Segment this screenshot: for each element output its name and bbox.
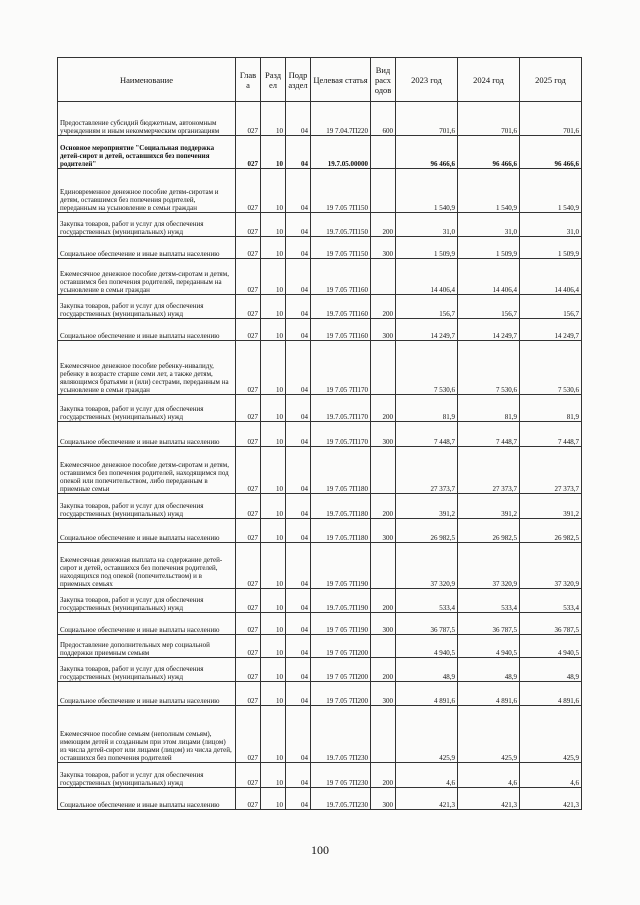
- row-razdel-cell: 10: [261, 341, 286, 395]
- row-amount-2025-cell: 14 406,4: [520, 259, 582, 295]
- row-target-article-cell: 19.7.05.7П190: [311, 589, 371, 613]
- row-amount-2023-cell: 1 540,9: [396, 169, 458, 213]
- row-expense-type-cell: 600: [371, 102, 396, 136]
- row-podrazdel-cell: 04: [286, 319, 311, 341]
- row-name-cell: Закупка товаров, работ и услуг для обеспечения государственных (муниципальных) нужд: [58, 395, 236, 422]
- table-row: [58, 259, 582, 295]
- row-name-cell: Социальное обеспечение и иные выплаты населению: [58, 237, 236, 259]
- row-amount-2023-cell: 31,0: [396, 213, 458, 237]
- row-expense-type-cell: [371, 341, 396, 395]
- row-amount-2024-cell: 36 787,5: [458, 613, 520, 635]
- row-name-cell: Предоставление дополнительных мер социальной поддержки приемным семьям: [58, 635, 236, 658]
- row-glava-cell: 027: [236, 447, 261, 494]
- row-razdel-cell: 10: [261, 447, 286, 494]
- row-amount-2025-cell: 156,7: [520, 295, 582, 319]
- row-podrazdel-cell: 04: [286, 237, 311, 259]
- row-amount-2024-cell: 4 940,5: [458, 635, 520, 658]
- row-amount-2024-cell: 27 373,7: [458, 447, 520, 494]
- row-razdel-cell: 10: [261, 635, 286, 658]
- row-target-article-cell: 19 7.05 7П160: [311, 259, 371, 295]
- header-year-2025: 2025 год: [520, 58, 582, 102]
- row-glava-cell: 027: [236, 136, 261, 169]
- row-target-article-cell: 19 7.05 7П190: [311, 543, 371, 589]
- row-expense-type-cell: 300: [371, 319, 396, 341]
- table-row: [58, 658, 582, 682]
- row-razdel-cell: 10: [261, 136, 286, 169]
- header-podrazdel: Подр аздел: [286, 58, 311, 102]
- row-razdel-cell: 10: [261, 213, 286, 237]
- row-amount-2025-cell: 1 540,9: [520, 169, 582, 213]
- table-row: [58, 447, 582, 494]
- row-glava-cell: 027: [236, 102, 261, 136]
- table-row: [58, 295, 582, 319]
- row-amount-2023-cell: 26 982,5: [396, 519, 458, 543]
- row-name-cell: Закупка товаров, работ и услуг для обеспечения государственных (муниципальных) нужд: [58, 658, 236, 682]
- row-name-cell: Единовременное денежное пособие детям-сиротам и детям, оставшимся без попечения родителей, переданным на усыновление в семьи граждан: [58, 169, 236, 213]
- row-razdel-cell: 10: [261, 395, 286, 422]
- row-razdel-cell: 10: [261, 763, 286, 788]
- row-amount-2023-cell: 7 530,6: [396, 341, 458, 395]
- row-target-article-cell: 19 7.04.7П220: [311, 102, 371, 136]
- header-expense-type: Вид расх одов: [371, 58, 396, 102]
- table-row: [58, 213, 582, 237]
- row-podrazdel-cell: 04: [286, 395, 311, 422]
- table-row: [58, 169, 582, 213]
- header-target-article: Целевая статья: [311, 58, 371, 102]
- row-glava-cell: 027: [236, 422, 261, 447]
- row-target-article-cell: 19.7.05.7П150: [311, 213, 371, 237]
- header-year-2023: 2023 год: [396, 58, 458, 102]
- row-target-article-cell: 19.7.05 7П160: [311, 295, 371, 319]
- row-amount-2023-cell: 701,6: [396, 102, 458, 136]
- row-expense-type-cell: [371, 706, 396, 763]
- row-amount-2025-cell: 26 982,5: [520, 519, 582, 543]
- row-expense-type-cell: 300: [371, 682, 396, 706]
- row-amount-2023-cell: 421,3: [396, 788, 458, 810]
- row-expense-type-cell: 200: [371, 589, 396, 613]
- row-amount-2025-cell: 36 787,5: [520, 613, 582, 635]
- row-podrazdel-cell: 04: [286, 658, 311, 682]
- row-amount-2024-cell: 31,0: [458, 213, 520, 237]
- row-name-cell: Предоставление субсидий бюджетным, автономным учреждениям и иным некоммерческим организациям: [58, 102, 236, 136]
- row-podrazdel-cell: 04: [286, 763, 311, 788]
- row-amount-2023-cell: 156,7: [396, 295, 458, 319]
- row-glava-cell: 027: [236, 237, 261, 259]
- row-amount-2024-cell: 96 466,6: [458, 136, 520, 169]
- row-podrazdel-cell: 04: [286, 494, 311, 519]
- row-amount-2025-cell: 31,0: [520, 213, 582, 237]
- row-target-article-cell: 19.7.05.7П170: [311, 395, 371, 422]
- header-name: Наименование: [58, 58, 236, 102]
- row-name-cell: Социальное обеспечение и иные выплаты населению: [58, 613, 236, 635]
- row-razdel-cell: 10: [261, 543, 286, 589]
- row-razdel-cell: 10: [261, 706, 286, 763]
- row-razdel-cell: 10: [261, 494, 286, 519]
- row-expense-type-cell: 300: [371, 613, 396, 635]
- row-name-cell: Социальное обеспечение и иные выплаты населению: [58, 422, 236, 447]
- row-target-article-cell: 19 7 05 7П200: [311, 635, 371, 658]
- row-amount-2023-cell: 4 940,5: [396, 635, 458, 658]
- row-glava-cell: 027: [236, 763, 261, 788]
- row-glava-cell: 027: [236, 682, 261, 706]
- row-amount-2023-cell: 48,9: [396, 658, 458, 682]
- row-amount-2024-cell: 81,9: [458, 395, 520, 422]
- row-target-article-cell: 19 7 05 7П190: [311, 613, 371, 635]
- row-target-article-cell: 19 7 05 7П200: [311, 658, 371, 682]
- row-name-cell: Ежемесячное пособие семьям (неполным семьям), имеющим детей и созданным при этом лицами (лицом) из числа детей-сирот или лицами (лицом) из числа детей, оставшихся без попечения родителей: [58, 706, 236, 763]
- row-amount-2024-cell: 48,9: [458, 658, 520, 682]
- row-glava-cell: 027: [236, 658, 261, 682]
- row-name-cell: Закупка товаров, работ и услуг для обеспечения государственных (муниципальных) нужд: [58, 763, 236, 788]
- row-amount-2024-cell: 1 509,9: [458, 237, 520, 259]
- row-expense-type-cell: [371, 543, 396, 589]
- row-podrazdel-cell: 04: [286, 682, 311, 706]
- table-row: [58, 395, 582, 422]
- row-expense-type-cell: [371, 635, 396, 658]
- row-glava-cell: 027: [236, 169, 261, 213]
- row-target-article-cell: 19 7.05 7П160: [311, 319, 371, 341]
- row-expense-type-cell: 200: [371, 494, 396, 519]
- row-razdel-cell: 10: [261, 422, 286, 447]
- table-row: [58, 519, 582, 543]
- row-amount-2025-cell: 425,9: [520, 706, 582, 763]
- row-amount-2023-cell: 37 320,9: [396, 543, 458, 589]
- row-podrazdel-cell: 04: [286, 422, 311, 447]
- row-name-cell: Ежемесячное денежное пособие детям-сиротам и детям, оставшимся без попечения родителей, находящимся под опекой или попечительством, либо переданным в приемные семьи: [58, 447, 236, 494]
- row-podrazdel-cell: 04: [286, 213, 311, 237]
- row-amount-2023-cell: 96 466,6: [396, 136, 458, 169]
- row-amount-2023-cell: 4,6: [396, 763, 458, 788]
- row-glava-cell: 027: [236, 635, 261, 658]
- row-amount-2025-cell: 7 448,7: [520, 422, 582, 447]
- row-target-article-cell: 19.7.05 7П230: [311, 706, 371, 763]
- table-row: [58, 494, 582, 519]
- row-amount-2024-cell: 391,2: [458, 494, 520, 519]
- row-expense-type-cell: 300: [371, 422, 396, 447]
- row-glava-cell: 027: [236, 259, 261, 295]
- row-razdel-cell: 10: [261, 788, 286, 810]
- row-amount-2023-cell: 533,4: [396, 589, 458, 613]
- table-row: [58, 543, 582, 589]
- row-target-article-cell: 19 7.05.7П180: [311, 519, 371, 543]
- row-expense-type-cell: 300: [371, 788, 396, 810]
- row-target-article-cell: 19 7.05 7П150: [311, 169, 371, 213]
- row-podrazdel-cell: 04: [286, 341, 311, 395]
- table-row: [58, 102, 582, 136]
- row-amount-2025-cell: 533,4: [520, 589, 582, 613]
- row-glava-cell: 027: [236, 543, 261, 589]
- row-name-cell: Закупка товаров, работ и услуг для обеспечения государственных (муниципальных) нужд: [58, 295, 236, 319]
- row-podrazdel-cell: 04: [286, 447, 311, 494]
- row-podrazdel-cell: 04: [286, 613, 311, 635]
- table-row: [58, 763, 582, 788]
- row-razdel-cell: 10: [261, 658, 286, 682]
- row-name-cell: Ежемесячная денежная выплата на содержание детей-сирот и детей, оставшихся без попечения родителей, находящихся под опекой (попечительством) и в приемных семьях: [58, 543, 236, 589]
- row-amount-2023-cell: 14 406,4: [396, 259, 458, 295]
- table-row: [58, 706, 582, 763]
- row-razdel-cell: 10: [261, 237, 286, 259]
- row-glava-cell: 027: [236, 494, 261, 519]
- table-row: [58, 682, 582, 706]
- row-razdel-cell: 10: [261, 295, 286, 319]
- row-name-cell: Ежемесячное денежное пособие ребенку-инвалиду, ребенку в возрасте старше семи лет, а также детям, являющимся братьями и (или) сестрами, переданным на усыновление в семьи граждан: [58, 341, 236, 395]
- row-glava-cell: 027: [236, 519, 261, 543]
- row-expense-type-cell: 200: [371, 295, 396, 319]
- row-target-article-cell: 19.7.05.7П180: [311, 494, 371, 519]
- table-row: [58, 788, 582, 810]
- row-razdel-cell: 10: [261, 319, 286, 341]
- row-amount-2024-cell: 533,4: [458, 589, 520, 613]
- table-row: [58, 635, 582, 658]
- table-row: [58, 341, 582, 395]
- row-amount-2023-cell: 7 448,7: [396, 422, 458, 447]
- row-glava-cell: 027: [236, 213, 261, 237]
- row-glava-cell: 027: [236, 319, 261, 341]
- row-expense-type-cell: [371, 447, 396, 494]
- row-amount-2025-cell: 14 249,7: [520, 319, 582, 341]
- row-podrazdel-cell: 04: [286, 543, 311, 589]
- row-expense-type-cell: 200: [371, 395, 396, 422]
- table-header-row: [58, 58, 582, 102]
- row-glava-cell: 027: [236, 589, 261, 613]
- row-amount-2024-cell: 14 249,7: [458, 319, 520, 341]
- row-amount-2025-cell: 7 530,6: [520, 341, 582, 395]
- row-amount-2025-cell: 4,6: [520, 763, 582, 788]
- row-amount-2025-cell: 96 466,6: [520, 136, 582, 169]
- row-podrazdel-cell: 04: [286, 169, 311, 213]
- row-podrazdel-cell: 04: [286, 295, 311, 319]
- row-podrazdel-cell: 04: [286, 259, 311, 295]
- row-target-article-cell: 19.7.05.7П230: [311, 788, 371, 810]
- row-amount-2023-cell: 391,2: [396, 494, 458, 519]
- row-target-article-cell: 19 7 05 7П230: [311, 763, 371, 788]
- row-amount-2025-cell: 48,9: [520, 658, 582, 682]
- row-amount-2023-cell: 14 249,7: [396, 319, 458, 341]
- row-amount-2023-cell: 27 373,7: [396, 447, 458, 494]
- row-glava-cell: 027: [236, 788, 261, 810]
- row-amount-2024-cell: 156,7: [458, 295, 520, 319]
- row-target-article-cell: 19 7.05 7П180: [311, 447, 371, 494]
- table-row: [58, 613, 582, 635]
- row-amount-2023-cell: 36 787,5: [396, 613, 458, 635]
- row-glava-cell: 027: [236, 395, 261, 422]
- row-amount-2024-cell: 37 320,9: [458, 543, 520, 589]
- row-amount-2024-cell: 701,6: [458, 102, 520, 136]
- row-expense-type-cell: [371, 136, 396, 169]
- row-glava-cell: 027: [236, 613, 261, 635]
- row-expense-type-cell: 200: [371, 658, 396, 682]
- row-amount-2024-cell: 14 406,4: [458, 259, 520, 295]
- row-amount-2025-cell: 37 320,9: [520, 543, 582, 589]
- row-razdel-cell: 10: [261, 613, 286, 635]
- row-amount-2024-cell: 1 540,9: [458, 169, 520, 213]
- row-expense-type-cell: 300: [371, 237, 396, 259]
- row-amount-2023-cell: 81,9: [396, 395, 458, 422]
- row-glava-cell: 027: [236, 706, 261, 763]
- table-row: [58, 422, 582, 447]
- row-target-article-cell: 19 7.05 7П150: [311, 237, 371, 259]
- table-row: [58, 136, 582, 169]
- row-amount-2025-cell: 391,2: [520, 494, 582, 519]
- row-podrazdel-cell: 04: [286, 635, 311, 658]
- row-name-cell: Социальное обеспечение и иные выплаты населению: [58, 319, 236, 341]
- budget-table: [57, 57, 582, 810]
- row-target-article-cell: 19.7.05.00000: [311, 136, 371, 169]
- row-amount-2025-cell: 27 373,7: [520, 447, 582, 494]
- row-target-article-cell: 19 7.05 7П200: [311, 682, 371, 706]
- row-name-cell: Закупка товаров, работ и услуг для обеспечения государственных (муниципальных) нужд: [58, 494, 236, 519]
- header-razdel: Разд ел: [261, 58, 286, 102]
- header-year-2024: 2024 год: [458, 58, 520, 102]
- row-target-article-cell: 19 7.05.7П170: [311, 422, 371, 447]
- row-amount-2023-cell: 425,9: [396, 706, 458, 763]
- row-amount-2024-cell: 26 982,5: [458, 519, 520, 543]
- row-expense-type-cell: 300: [371, 519, 396, 543]
- row-razdel-cell: 10: [261, 169, 286, 213]
- row-podrazdel-cell: 04: [286, 136, 311, 169]
- row-target-article-cell: 19 7.05 7П170: [311, 341, 371, 395]
- row-name-cell: Социальное обеспечение и иные выплаты населению: [58, 519, 236, 543]
- row-razdel-cell: 10: [261, 519, 286, 543]
- row-expense-type-cell: [371, 169, 396, 213]
- row-amount-2025-cell: 1 509,9: [520, 237, 582, 259]
- table-row: [58, 237, 582, 259]
- row-amount-2025-cell: 4 940,5: [520, 635, 582, 658]
- row-podrazdel-cell: 04: [286, 519, 311, 543]
- row-amount-2025-cell: 81,9: [520, 395, 582, 422]
- row-expense-type-cell: 200: [371, 213, 396, 237]
- row-glava-cell: 027: [236, 295, 261, 319]
- row-razdel-cell: 10: [261, 589, 286, 613]
- row-razdel-cell: 10: [261, 259, 286, 295]
- row-name-cell: Основное мероприятие "Социальная поддержка детей-сирот и детей, оставшихся без попечения родителей": [58, 136, 236, 169]
- row-podrazdel-cell: 04: [286, 589, 311, 613]
- table-row: [58, 589, 582, 613]
- row-amount-2024-cell: 4 891,6: [458, 682, 520, 706]
- row-name-cell: Закупка товаров, работ и услуг для обеспечения государственных (муниципальных) нужд: [58, 589, 236, 613]
- table-row: [58, 319, 582, 341]
- row-name-cell: Закупка товаров, работ и услуг для обеспечения государственных (муниципальных) нужд: [58, 213, 236, 237]
- row-amount-2025-cell: 4 891,6: [520, 682, 582, 706]
- row-amount-2024-cell: 7 530,6: [458, 341, 520, 395]
- row-name-cell: Социальное обеспечение и иные выплаты населению: [58, 788, 236, 810]
- row-razdel-cell: 10: [261, 682, 286, 706]
- row-amount-2023-cell: 1 509,9: [396, 237, 458, 259]
- row-razdel-cell: 10: [261, 102, 286, 136]
- row-podrazdel-cell: 04: [286, 706, 311, 763]
- row-amount-2025-cell: 421,3: [520, 788, 582, 810]
- page-number: 100: [311, 843, 329, 857]
- row-amount-2025-cell: 701,6: [520, 102, 582, 136]
- row-amount-2024-cell: 7 448,7: [458, 422, 520, 447]
- row-expense-type-cell: 200: [371, 763, 396, 788]
- row-amount-2023-cell: 4 891,6: [396, 682, 458, 706]
- row-expense-type-cell: [371, 259, 396, 295]
- row-name-cell: Ежемесячное денежное пособие детям-сиротам и детям, оставшимся без попечения родителей, переданным на усыновление в семьи граждан: [58, 259, 236, 295]
- header-glava: Глав а: [236, 58, 261, 102]
- row-podrazdel-cell: 04: [286, 102, 311, 136]
- row-glava-cell: 027: [236, 341, 261, 395]
- row-amount-2024-cell: 421,3: [458, 788, 520, 810]
- row-amount-2024-cell: 4,6: [458, 763, 520, 788]
- row-name-cell: Социальное обеспечение и иные выплаты населению: [58, 682, 236, 706]
- row-podrazdel-cell: 04: [286, 788, 311, 810]
- row-amount-2024-cell: 425,9: [458, 706, 520, 763]
